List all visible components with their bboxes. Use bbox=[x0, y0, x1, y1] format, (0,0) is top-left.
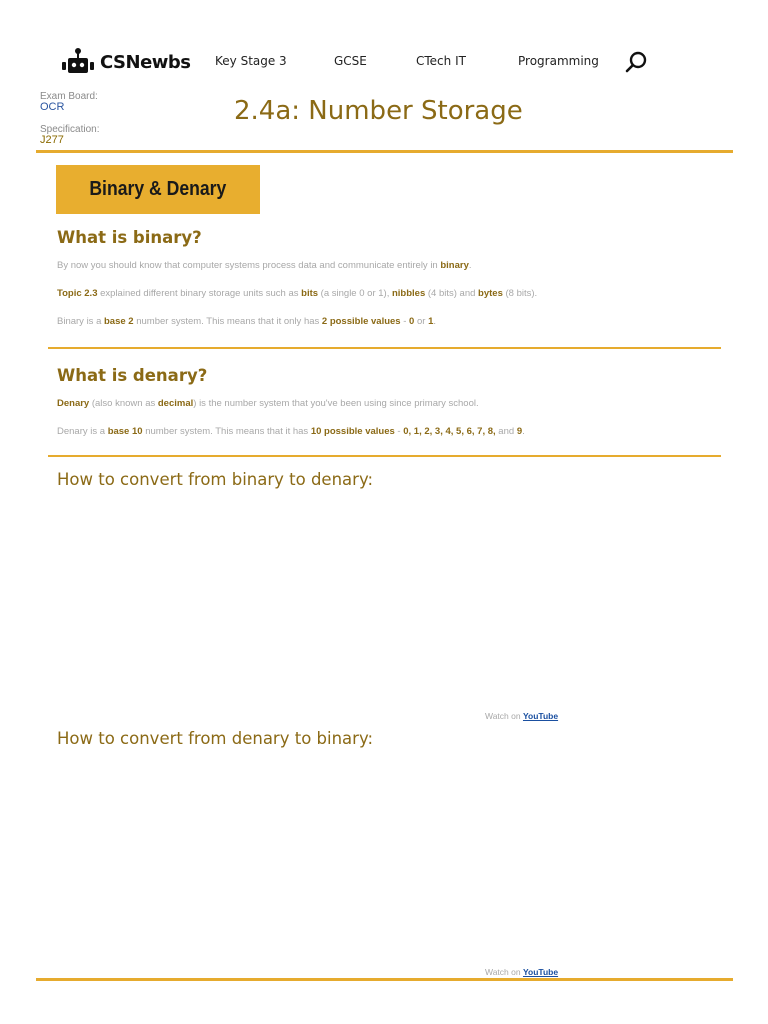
exam-board-value: OCR bbox=[40, 101, 65, 113]
watch-on-youtube-1: Watch on YouTube bbox=[485, 711, 559, 721]
binary-paragraph-2: Topic 2.3 explained different binary storage units such as bits (a single 0 or 1), nibbles (4 bits) and bytes (8 bits). bbox=[57, 288, 538, 299]
nav-key-stage-3[interactable]: Key Stage 3 bbox=[215, 54, 287, 68]
footer-divider bbox=[36, 978, 733, 981]
exam-board-label: Exam Board: bbox=[40, 91, 98, 102]
denary-paragraph-1: Denary (also known as decimal) is the number system that you've been using since primary school. bbox=[57, 398, 479, 409]
youtube-link[interactable]: YouTube bbox=[522, 967, 559, 977]
video-embed-denary-to-binary[interactable] bbox=[57, 760, 712, 956]
heading-denary-to-binary: How to convert from denary to binary: bbox=[57, 729, 374, 748]
denary-paragraph-2: Denary is a base 10 number system. This means that it has 10 possible values - 0, 1, 2, 3, 4, 5, 6, 7, 8, and 9. bbox=[57, 426, 525, 437]
section-divider bbox=[48, 347, 721, 349]
banner-label: Binary & Denary bbox=[89, 178, 227, 200]
topic-2-3-link[interactable]: Topic 2.3 bbox=[57, 288, 98, 299]
nav-ctech-it[interactable]: CTech IT bbox=[416, 54, 466, 68]
robot-icon bbox=[60, 47, 96, 77]
site-logo[interactable] bbox=[60, 44, 191, 80]
nav-programming[interactable]: Programming bbox=[518, 54, 599, 68]
header-divider bbox=[36, 150, 733, 153]
page-title: 2.4a: Number Storage bbox=[234, 96, 523, 126]
heading-binary-to-denary: How to convert from binary to denary: bbox=[57, 470, 374, 489]
specification-label: Specification: bbox=[40, 124, 100, 135]
section-divider bbox=[48, 455, 721, 457]
nav-gcse[interactable]: GCSE bbox=[334, 54, 367, 68]
search-icon[interactable] bbox=[624, 50, 648, 74]
watch-on-youtube-2: Watch on YouTube bbox=[485, 967, 559, 977]
heading-what-is-binary: What is binary? bbox=[57, 228, 202, 247]
heading-what-is-denary: What is denary? bbox=[57, 366, 208, 385]
binary-paragraph-1: By now you should know that computer systems process data and communicate entirely in binary. bbox=[57, 260, 472, 271]
logo-text: CSNewbs bbox=[100, 51, 191, 73]
section-banner bbox=[56, 165, 260, 214]
binary-paragraph-3: Binary is a base 2 number system. This means that it only has 2 possible values - 0 or 1. bbox=[57, 316, 437, 327]
youtube-link[interactable]: YouTube bbox=[522, 711, 559, 721]
specification-value: J277 bbox=[40, 134, 64, 146]
video-embed-binary-to-denary[interactable] bbox=[57, 500, 712, 700]
